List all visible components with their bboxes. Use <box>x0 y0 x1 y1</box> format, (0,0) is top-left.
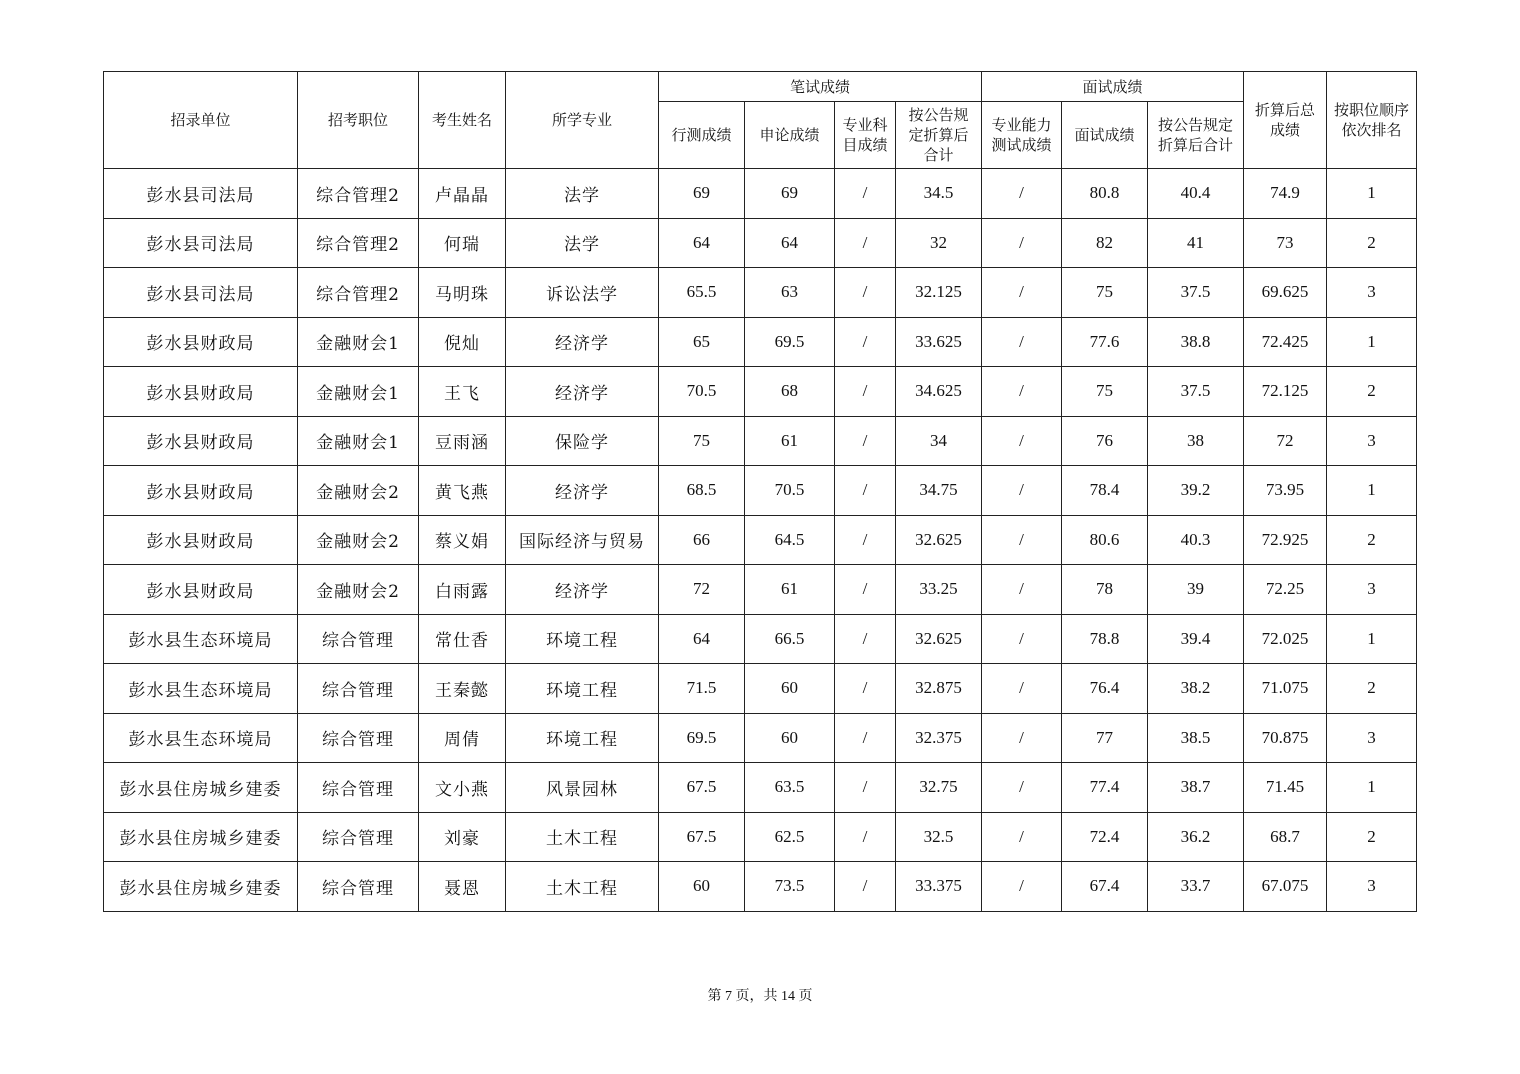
cell-xingce: 67.5 <box>659 763 745 813</box>
cell-position: 综合管理 <box>298 664 419 714</box>
cell-name: 聂恩 <box>419 862 506 912</box>
cell-written-converted: 33.25 <box>896 565 982 615</box>
cell-total: 74.9 <box>1244 169 1327 219</box>
cell-interview-converted: 40.4 <box>1148 169 1244 219</box>
header-position: 招考职位 <box>298 72 419 169</box>
cell-xingce: 69 <box>659 169 745 219</box>
cell-major: 法学 <box>506 218 659 268</box>
cell-interview-score: 77.4 <box>1062 763 1148 813</box>
cell-ability-test: / <box>982 614 1062 664</box>
cell-rank: 3 <box>1327 565 1417 615</box>
cell-major-subject: / <box>835 268 896 318</box>
cell-total: 72.125 <box>1244 367 1327 417</box>
header-major: 所学专业 <box>506 72 659 169</box>
header-written-group: 笔试成绩 <box>659 72 982 102</box>
cell-xingce: 71.5 <box>659 664 745 714</box>
cell-xingce: 70.5 <box>659 367 745 417</box>
cell-name: 王飞 <box>419 367 506 417</box>
cell-position: 综合管理 <box>298 763 419 813</box>
cell-rank: 2 <box>1327 515 1417 565</box>
cell-rank: 2 <box>1327 664 1417 714</box>
cell-unit: 彭水县生态环境局 <box>104 614 298 664</box>
cell-name: 文小燕 <box>419 763 506 813</box>
cell-interview-score: 80.6 <box>1062 515 1148 565</box>
cell-unit: 彭水县住房城乡建委 <box>104 763 298 813</box>
page-footer: 第 7 页，共 14 页 <box>707 989 813 1004</box>
cell-unit: 彭水县生态环境局 <box>104 713 298 763</box>
cell-major-subject: / <box>835 664 896 714</box>
cell-written-converted: 34.625 <box>896 367 982 417</box>
cell-interview-converted: 40.3 <box>1148 515 1244 565</box>
cell-major: 保险学 <box>506 416 659 466</box>
cell-major: 环境工程 <box>506 713 659 763</box>
cell-unit: 彭水县生态环境局 <box>104 664 298 714</box>
cell-total: 69.625 <box>1244 268 1327 318</box>
cell-position: 综合管理 <box>298 812 419 862</box>
cell-shenlun: 73.5 <box>745 862 835 912</box>
cell-major: 经济学 <box>506 466 659 516</box>
cell-interview-converted: 39.2 <box>1148 466 1244 516</box>
cell-ability-test: / <box>982 565 1062 615</box>
cell-xingce: 60 <box>659 862 745 912</box>
cell-xingce: 65.5 <box>659 268 745 318</box>
cell-interview-score: 78.8 <box>1062 614 1148 664</box>
cell-interview-converted: 37.5 <box>1148 268 1244 318</box>
cell-xingce: 75 <box>659 416 745 466</box>
cell-name: 周倩 <box>419 713 506 763</box>
cell-rank: 2 <box>1327 218 1417 268</box>
cell-written-converted: 33.375 <box>896 862 982 912</box>
cell-shenlun: 60 <box>745 713 835 763</box>
cell-name: 黄飞燕 <box>419 466 506 516</box>
cell-major-subject: / <box>835 466 896 516</box>
table-row <box>104 317 1417 367</box>
cell-rank: 3 <box>1327 416 1417 466</box>
cell-xingce: 66 <box>659 515 745 565</box>
cell-name: 王秦懿 <box>419 664 506 714</box>
cell-written-converted: 32.125 <box>896 268 982 318</box>
cell-total: 72.25 <box>1244 565 1327 615</box>
cell-unit: 彭水县财政局 <box>104 565 298 615</box>
header-xingce: 行测成绩 <box>659 102 745 169</box>
cell-major: 环境工程 <box>506 614 659 664</box>
cell-interview-score: 78.4 <box>1062 466 1148 516</box>
cell-position: 综合管理2 <box>298 268 419 318</box>
cell-ability-test: / <box>982 367 1062 417</box>
cell-total: 70.875 <box>1244 713 1327 763</box>
cell-major: 经济学 <box>506 565 659 615</box>
cell-written-converted: 32.625 <box>896 515 982 565</box>
cell-interview-converted: 36.2 <box>1148 812 1244 862</box>
cell-rank: 1 <box>1327 763 1417 813</box>
cell-major: 经济学 <box>506 367 659 417</box>
cell-interview-score: 78 <box>1062 565 1148 615</box>
cell-interview-converted: 38.2 <box>1148 664 1244 714</box>
cell-total: 71.45 <box>1244 763 1327 813</box>
cell-name: 常仕香 <box>419 614 506 664</box>
cell-major-subject: / <box>835 812 896 862</box>
cell-name: 白雨露 <box>419 565 506 615</box>
cell-rank: 3 <box>1327 713 1417 763</box>
cell-xingce: 69.5 <box>659 713 745 763</box>
cell-shenlun: 61 <box>745 416 835 466</box>
cell-unit: 彭水县财政局 <box>104 515 298 565</box>
cell-shenlun: 60 <box>745 664 835 714</box>
cell-written-converted: 32.625 <box>896 614 982 664</box>
cell-major-subject: / <box>835 862 896 912</box>
cell-rank: 3 <box>1327 268 1417 318</box>
cell-major-subject: / <box>835 367 896 417</box>
cell-major-subject: / <box>835 317 896 367</box>
cell-xingce: 65 <box>659 317 745 367</box>
table-row <box>104 763 1417 813</box>
cell-major: 诉讼法学 <box>506 268 659 318</box>
cell-ability-test: / <box>982 515 1062 565</box>
table-row <box>104 367 1417 417</box>
cell-rank: 1 <box>1327 466 1417 516</box>
table-row <box>104 218 1417 268</box>
cell-interview-score: 80.8 <box>1062 169 1148 219</box>
table-row <box>104 169 1417 219</box>
cell-interview-score: 67.4 <box>1062 862 1148 912</box>
cell-total: 72.025 <box>1244 614 1327 664</box>
cell-unit: 彭水县住房城乡建委 <box>104 812 298 862</box>
header-rank: 按职位顺序依次排名 <box>1327 72 1417 169</box>
cell-position: 金融财会2 <box>298 466 419 516</box>
cell-written-converted: 34 <box>896 416 982 466</box>
cell-xingce: 64 <box>659 614 745 664</box>
cell-interview-score: 76 <box>1062 416 1148 466</box>
cell-unit: 彭水县财政局 <box>104 466 298 516</box>
cell-major: 土木工程 <box>506 862 659 912</box>
cell-ability-test: / <box>982 218 1062 268</box>
cell-ability-test: / <box>982 763 1062 813</box>
cell-major: 经济学 <box>506 317 659 367</box>
cell-rank: 1 <box>1327 169 1417 219</box>
cell-rank: 1 <box>1327 317 1417 367</box>
cell-position: 金融财会1 <box>298 317 419 367</box>
cell-xingce: 72 <box>659 565 745 615</box>
cell-shenlun: 66.5 <box>745 614 835 664</box>
cell-interview-converted: 41 <box>1148 218 1244 268</box>
cell-total: 73.95 <box>1244 466 1327 516</box>
cell-unit: 彭水县财政局 <box>104 367 298 417</box>
cell-position: 综合管理 <box>298 713 419 763</box>
cell-shenlun: 63 <box>745 268 835 318</box>
cell-shenlun: 62.5 <box>745 812 835 862</box>
cell-name: 马明珠 <box>419 268 506 318</box>
cell-interview-score: 82 <box>1062 218 1148 268</box>
cell-total: 68.7 <box>1244 812 1327 862</box>
cell-rank: 1 <box>1327 614 1417 664</box>
table-body <box>104 169 1417 912</box>
cell-xingce: 68.5 <box>659 466 745 516</box>
header-name: 考生姓名 <box>419 72 506 169</box>
cell-interview-converted: 38.7 <box>1148 763 1244 813</box>
cell-position: 金融财会2 <box>298 565 419 615</box>
cell-written-converted: 34.5 <box>896 169 982 219</box>
cell-unit: 彭水县财政局 <box>104 416 298 466</box>
table-row <box>104 713 1417 763</box>
table-row <box>104 812 1417 862</box>
cell-interview-score: 72.4 <box>1062 812 1148 862</box>
table-row <box>104 416 1417 466</box>
cell-interview-score: 76.4 <box>1062 664 1148 714</box>
cell-total: 71.075 <box>1244 664 1327 714</box>
cell-shenlun: 64 <box>745 218 835 268</box>
header-interview-score: 面试成绩 <box>1062 102 1148 169</box>
cell-shenlun: 63.5 <box>745 763 835 813</box>
cell-position: 综合管理 <box>298 862 419 912</box>
cell-name: 倪灿 <box>419 317 506 367</box>
cell-interview-score: 77.6 <box>1062 317 1148 367</box>
cell-rank: 2 <box>1327 367 1417 417</box>
cell-interview-converted: 39 <box>1148 565 1244 615</box>
cell-name: 卢晶晶 <box>419 169 506 219</box>
cell-total: 72.425 <box>1244 317 1327 367</box>
cell-major-subject: / <box>835 565 896 615</box>
cell-total: 72 <box>1244 416 1327 466</box>
cell-major: 环境工程 <box>506 664 659 714</box>
header-interview-group: 面试成绩 <box>982 72 1244 102</box>
cell-ability-test: / <box>982 317 1062 367</box>
cell-total: 67.075 <box>1244 862 1327 912</box>
cell-xingce: 64 <box>659 218 745 268</box>
header-shenlun: 申论成绩 <box>745 102 835 169</box>
table-row <box>104 268 1417 318</box>
table-row <box>104 515 1417 565</box>
cell-name: 刘豪 <box>419 812 506 862</box>
cell-position: 综合管理2 <box>298 169 419 219</box>
cell-written-converted: 32.5 <box>896 812 982 862</box>
cell-major-subject: / <box>835 515 896 565</box>
cell-interview-converted: 38 <box>1148 416 1244 466</box>
cell-ability-test: / <box>982 169 1062 219</box>
cell-written-converted: 34.75 <box>896 466 982 516</box>
cell-name: 蔡义娟 <box>419 515 506 565</box>
cell-major-subject: / <box>835 763 896 813</box>
cell-ability-test: / <box>982 862 1062 912</box>
cell-written-converted: 32 <box>896 218 982 268</box>
header-interview-converted: 按公告规定折算后合计 <box>1148 102 1244 169</box>
cell-position: 金融财会1 <box>298 367 419 417</box>
cell-major: 法学 <box>506 169 659 219</box>
cell-unit: 彭水县司法局 <box>104 169 298 219</box>
cell-major-subject: / <box>835 614 896 664</box>
cell-interview-score: 75 <box>1062 268 1148 318</box>
cell-shenlun: 68 <box>745 367 835 417</box>
cell-shenlun: 69.5 <box>745 317 835 367</box>
cell-interview-converted: 33.7 <box>1148 862 1244 912</box>
cell-shenlun: 69 <box>745 169 835 219</box>
cell-major: 风景园林 <box>506 763 659 813</box>
cell-unit: 彭水县司法局 <box>104 268 298 318</box>
cell-interview-score: 77 <box>1062 713 1148 763</box>
header-total: 折算后总成绩 <box>1244 72 1327 169</box>
cell-name: 豆雨涵 <box>419 416 506 466</box>
cell-interview-score: 75 <box>1062 367 1148 417</box>
cell-name: 何瑞 <box>419 218 506 268</box>
table-row <box>104 565 1417 615</box>
cell-position: 综合管理 <box>298 614 419 664</box>
table-row <box>104 664 1417 714</box>
cell-interview-converted: 37.5 <box>1148 367 1244 417</box>
table-row <box>104 862 1417 912</box>
header-unit: 招录单位 <box>104 72 298 169</box>
cell-unit: 彭水县住房城乡建委 <box>104 862 298 912</box>
cell-unit: 彭水县财政局 <box>104 317 298 367</box>
cell-major: 国际经济与贸易 <box>506 515 659 565</box>
cell-interview-converted: 38.8 <box>1148 317 1244 367</box>
cell-position: 金融财会1 <box>298 416 419 466</box>
cell-ability-test: / <box>982 713 1062 763</box>
cell-shenlun: 64.5 <box>745 515 835 565</box>
cell-major-subject: / <box>835 713 896 763</box>
cell-major-subject: / <box>835 416 896 466</box>
cell-unit: 彭水县司法局 <box>104 218 298 268</box>
cell-written-converted: 33.625 <box>896 317 982 367</box>
cell-major-subject: / <box>835 169 896 219</box>
cell-total: 72.925 <box>1244 515 1327 565</box>
score-table <box>103 71 1417 912</box>
header-major-subject: 专业科目成绩 <box>835 102 896 169</box>
cell-written-converted: 32.375 <box>896 713 982 763</box>
header-ability-test: 专业能力测试成绩 <box>982 102 1062 169</box>
cell-rank: 3 <box>1327 862 1417 912</box>
cell-ability-test: / <box>982 466 1062 516</box>
cell-xingce: 67.5 <box>659 812 745 862</box>
cell-position: 金融财会2 <box>298 515 419 565</box>
cell-major-subject: / <box>835 218 896 268</box>
table-row <box>104 466 1417 516</box>
cell-shenlun: 70.5 <box>745 466 835 516</box>
cell-ability-test: / <box>982 812 1062 862</box>
cell-total: 73 <box>1244 218 1327 268</box>
cell-interview-converted: 39.4 <box>1148 614 1244 664</box>
cell-interview-converted: 38.5 <box>1148 713 1244 763</box>
cell-position: 综合管理2 <box>298 218 419 268</box>
table-row <box>104 614 1417 664</box>
cell-major: 土木工程 <box>506 812 659 862</box>
cell-ability-test: / <box>982 268 1062 318</box>
cell-shenlun: 61 <box>745 565 835 615</box>
cell-written-converted: 32.75 <box>896 763 982 813</box>
cell-ability-test: / <box>982 416 1062 466</box>
header-written-converted: 按公告规定折算后合计 <box>896 102 982 169</box>
cell-written-converted: 32.875 <box>896 664 982 714</box>
cell-ability-test: / <box>982 664 1062 714</box>
cell-rank: 2 <box>1327 812 1417 862</box>
